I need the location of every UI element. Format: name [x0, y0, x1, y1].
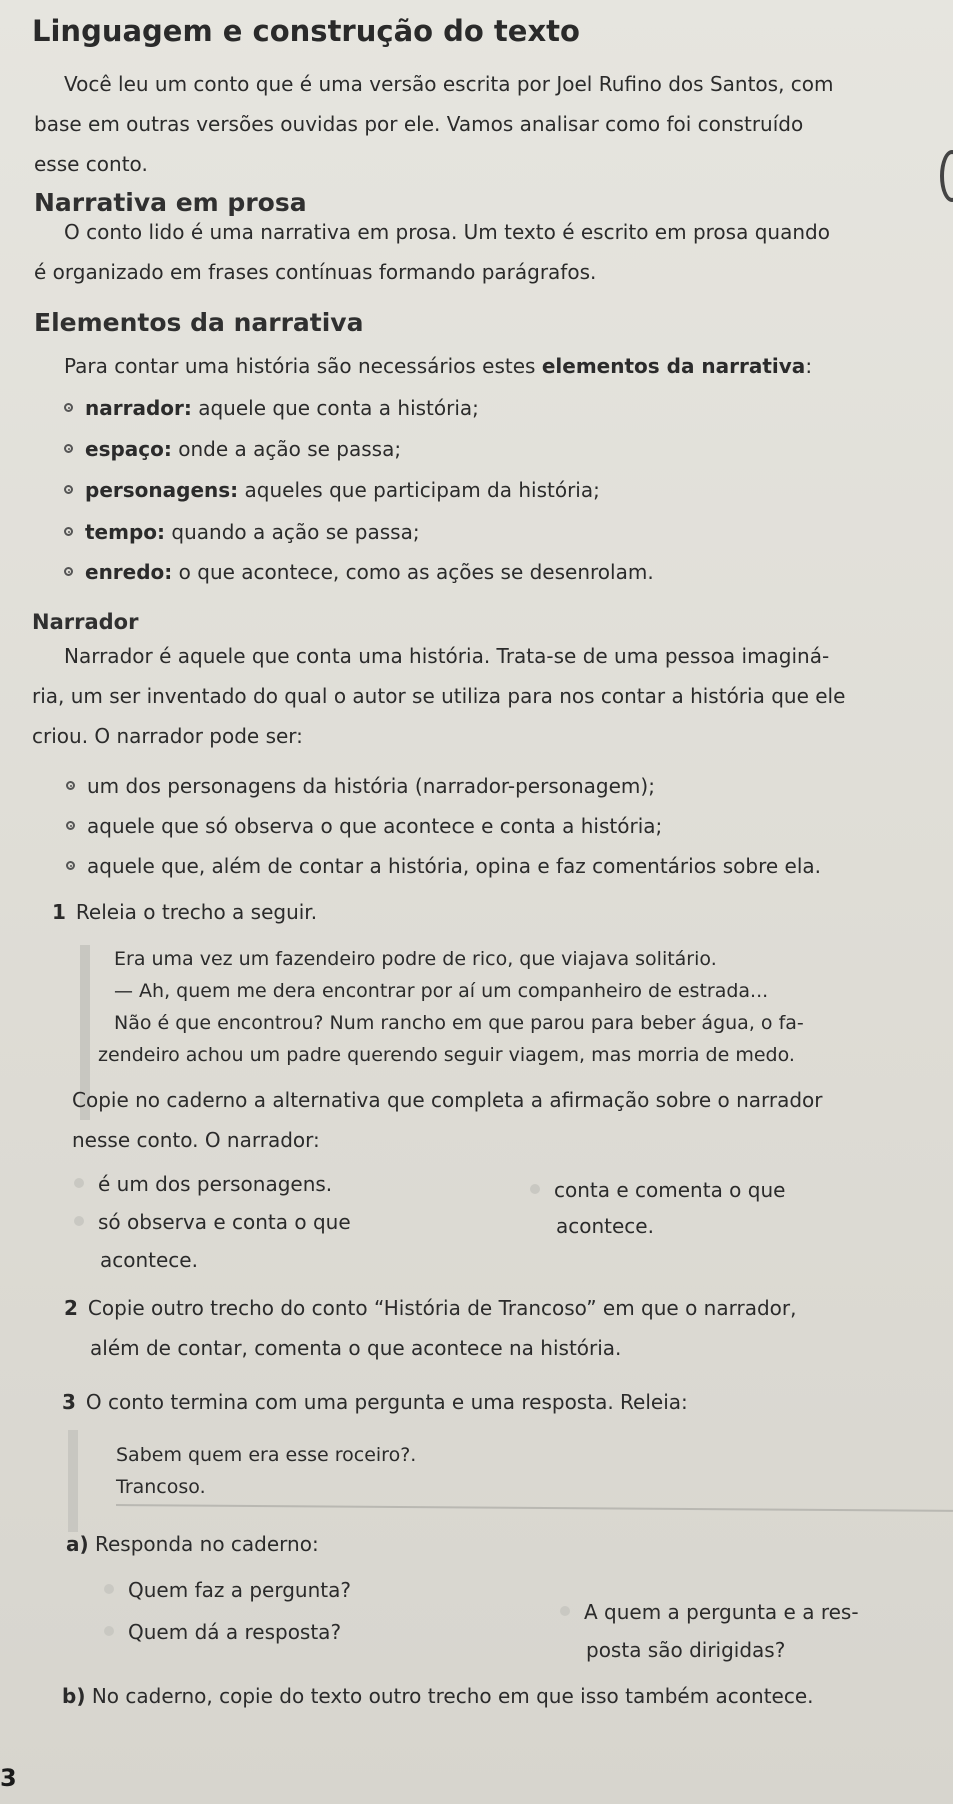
part-label: b): [62, 1684, 86, 1708]
elemento-personagens: [64, 478, 600, 502]
q3-part-b: [62, 1684, 814, 1708]
quote-1-line-4: zendeiro achou um padre querendo seguir viagem, mas morria de medo.: [98, 1044, 795, 1066]
bullet-icon: [64, 527, 73, 536]
narrador-tipo-text: aquele que, além de contar a história, opina e faz comentários sobre ela.: [87, 854, 821, 878]
elementos-intro: [64, 346, 812, 386]
intro-line-3: esse conto.: [34, 152, 148, 176]
elemento-espaco: [64, 437, 401, 461]
q3a-option-3: [560, 1600, 859, 1624]
question-number: 1: [52, 900, 66, 924]
heading-narrativa-em-prosa: Narrativa em prosa: [34, 188, 307, 217]
q1-instruction-line-1: Copie no caderno a alternativa que completa a afirmação sobre o narrador: [72, 1088, 823, 1112]
elemento-term: enredo:: [85, 560, 173, 584]
question-2-text: Copie outro trecho do conto “História de Trancoso” em que o narrador,: [87, 1296, 797, 1320]
elemento-desc: onde a ação se passa;: [171, 437, 402, 461]
elemento-desc: aqueles que participam da história;: [238, 478, 600, 502]
option-dot-icon: [104, 1584, 114, 1594]
option-dot-icon: [530, 1184, 540, 1194]
bullet-icon: [66, 821, 75, 830]
option-text: Quem dá a resposta?: [128, 1620, 342, 1644]
quote-bar: [68, 1430, 78, 1532]
question-number: 2: [64, 1296, 78, 1320]
quote-1-line-3: Não é que encontrou? Num rancho em que parou para beber água, o fa-: [114, 1012, 804, 1034]
heading-elementos-da-narrativa: Elementos da narrativa: [34, 308, 364, 337]
option-text: só observa e conta o que: [98, 1210, 351, 1234]
elemento-enredo: [64, 560, 654, 584]
elemento-term: tempo:: [85, 520, 166, 544]
q1-option-a: [74, 1172, 332, 1196]
option-text: Quem faz a pergunta?: [128, 1578, 351, 1602]
quote-3-line-1: Sabem quem era esse roceiro?.: [116, 1444, 417, 1466]
elemento-term: personagens:: [85, 478, 239, 502]
intro-line-2: base em outras versões ouvidas por ele. Vamos analisar como foi construído: [34, 112, 804, 136]
option-dot-icon: [74, 1216, 84, 1226]
part-text: No caderno, copie do texto outro trecho em que isso também acontece.: [91, 1684, 814, 1708]
elemento-desc: o que acontece, como as ações se desenrolam.: [172, 560, 654, 584]
q1-option-b: [74, 1210, 351, 1234]
option-text: A quem a pergunta e a res-: [584, 1600, 859, 1624]
narrador-line-3: criou. O narrador pode ser:: [32, 724, 303, 748]
q3a-option-3-cont: posta são dirigidas?: [586, 1638, 786, 1662]
binding-ring-icon: [940, 150, 953, 202]
narrador-tipo-1: [66, 774, 655, 798]
option-text: conta e comenta o que: [554, 1178, 786, 1202]
option-dot-icon: [560, 1606, 570, 1616]
heading-narrador: Narrador: [32, 610, 139, 634]
bullet-icon: [66, 861, 75, 870]
narrador-tipo-text: um dos personagens da história (narrador-personagem);: [87, 774, 655, 798]
question-2-line-2: além de contar, comenta o que acontece na história.: [90, 1336, 622, 1360]
q3-part-a: [66, 1532, 319, 1556]
q1-instruction-line-2: nesse conto. O narrador:: [72, 1128, 320, 1152]
option-dot-icon: [104, 1626, 114, 1636]
narrador-line-2: ria, um ser inventado do qual o autor se utiliza para nos contar a história que ele: [32, 684, 846, 708]
question-number: 3: [62, 1390, 76, 1414]
bullet-icon: [66, 781, 75, 790]
q3a-option-1: [104, 1578, 351, 1602]
question-1-prompt: Releia o trecho a seguir.: [75, 900, 318, 924]
bullet-icon: [64, 403, 73, 412]
part-text: Responda no caderno:: [95, 1532, 319, 1556]
elementos-intro-end: :: [805, 354, 813, 378]
elemento-term: espaço:: [85, 437, 172, 461]
bullet-icon: [64, 567, 73, 576]
page-corner-number: 3: [0, 1764, 17, 1792]
bullet-icon: [64, 485, 73, 494]
prosa-line-1: O conto lido é uma narrativa em prosa. Um texto é escrito em prosa quando: [64, 220, 830, 244]
divider-line: [116, 1504, 953, 1512]
option-text: é um dos personagens.: [98, 1172, 333, 1196]
intro-line-1: Você leu um conto que é uma versão escrita por Joel Rufino dos Santos, com: [64, 72, 834, 96]
question-3-line-1: [62, 1382, 688, 1422]
page-title: Linguagem e construção do texto: [32, 14, 580, 48]
narrador-tipo-3: [66, 854, 821, 878]
option-dot-icon: [74, 1178, 84, 1188]
elementos-intro-bold: elementos da narrativa: [541, 354, 806, 378]
question-2-line-1: [64, 1288, 796, 1328]
q1-option-c-cont: acontece.: [556, 1214, 654, 1238]
q1-option-b-cont: acontece.: [100, 1248, 198, 1272]
narrador-tipo-2: [66, 814, 662, 838]
elemento-term: narrador:: [85, 396, 192, 420]
question-1: [52, 900, 317, 924]
elementos-intro-text: Para contar uma história são necessários estes: [64, 354, 542, 378]
q1-option-c: [530, 1178, 785, 1202]
prosa-line-2: é organizado em frases contínuas formando parágrafos.: [34, 260, 597, 284]
q3a-option-2: [104, 1620, 341, 1644]
elemento-tempo: [64, 520, 420, 544]
elemento-narrador: [64, 396, 479, 420]
elemento-desc: quando a ação se passa;: [165, 520, 420, 544]
elemento-desc: aquele que conta a história;: [191, 396, 479, 420]
narrador-tipo-text: aquele que só observa o que acontece e conta a história;: [87, 814, 663, 838]
quote-3-line-2: Trancoso.: [116, 1476, 206, 1498]
bullet-icon: [64, 444, 73, 453]
part-label: a): [66, 1532, 89, 1556]
question-3-text: O conto termina com uma pergunta e uma resposta. Releia:: [85, 1390, 688, 1414]
quote-1-line-2: — Ah, quem me dera encontrar por aí um companheiro de estrada...: [114, 980, 769, 1002]
quote-1-line-1: Era uma vez um fazendeiro podre de rico, que viajava solitário.: [114, 948, 717, 970]
narrador-line-1: Narrador é aquele que conta uma história. Trata-se de uma pessoa imaginá-: [64, 644, 830, 668]
